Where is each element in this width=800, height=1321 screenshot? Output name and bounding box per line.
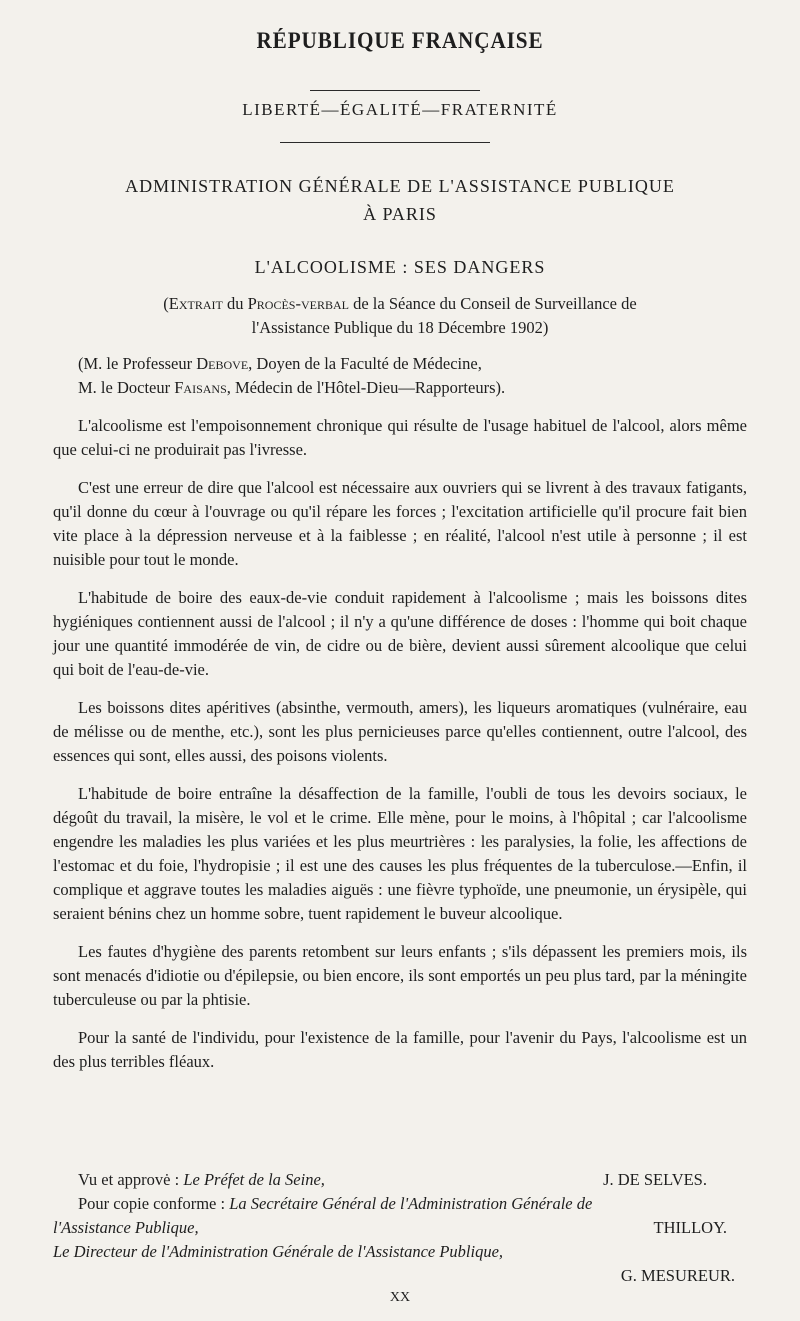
- extract-note: (Extrait du Procès-verbal de la Séance du Conseil de Surveillance de l'Assistance Publique du 18 Décembre 1902): [163, 294, 637, 337]
- paragraph: L'habitude de boire entraîne la désaffection de la famille, l'oubli de tous les devoirs sociaux, le dégoût du travail, la misère, le vol et le crime. Elle mène, pour le moins, à l'hôpital ; car l'alcoolisme engendre les maladies les plus variées et les plus meurtrières : les paralysies, la folie, les affections de l'estomac et du foie, l'hydropisie ; il est une des causes les plus fréquentes de la tuberculose.—Enfin, il complique et aggrave toutes les maladies aiguës : une fièvre typhoïde, une pneumonie, un érysipèle, qui seraient bénins chez un homme sobre, tuent rapidement le buveur alcoolique.: [53, 784, 747, 923]
- paragraph: L'habitude de boire des eaux-de-vie conduit rapidement à l'alcoolisme ; mais les boissons dites hygiéniques contiennent aussi de l'alcool ; il n'y a qu'une différence de doses : l'homme qui boit chaque jour une quantité immodérée de vin, de cidre ou de bière, devient aussi sûrement alcoolique que celui qui boit de l'eau-de-vie.: [53, 588, 747, 679]
- signature-line-secretaire: Pour copie conforme : La Secrétaire Général de l'Administration Générale de: [78, 1194, 593, 1213]
- paragraph: Les boissons dites apéritives (absinthe, vermouth, amers), les liqueurs aromatiques (vulnéraire, eau de mélisse ou de menthe, etc.), sont les plus pernicieuses parce qu'elles contiennent, outre l'alcool, des essences qui sont, elles aussi, des poisons violents.: [53, 698, 747, 765]
- signature-line-secretaire-cont: l'Assistance Publique, THILLOY.: [53, 1218, 727, 1237]
- republic-heading: RÉPUBLIQUE FRANÇAISE: [256, 28, 544, 53]
- directeur-name: G. MESUREUR.: [620, 1266, 735, 1285]
- motto: LIBERTÉ—ÉGALITÉ—FRATERNITÉ: [242, 100, 558, 119]
- paragraph: Pour la santé de l'individu, pour l'existence de la famille, pour l'avenir du Pays, l'alcoolisme est un des plus terribles fléaux.: [53, 1028, 747, 1071]
- signature-block: [53, 1168, 747, 1288]
- paragraph: C'est une erreur de dire que l'alcool est nécessaire aux ouvriers qui se livrent à des travaux fatigants, qu'il donne du cœur à l'ouvrage ou qu'il répare les forces ; l'excitation artificielle qu'il procure fait bien vite place à la dépression nerveuse et à la faiblesse ; en réalité, l'alcool n'est utile à personne ; il est nuisible pour tout le monde.: [53, 478, 747, 569]
- document-title: L'ALCOOLISME : SES DANGERS: [254, 257, 546, 277]
- paragraph: Les fautes d'hygiène des parents retombent sur leurs enfants ; s'ils dépassent les premiers mois, ils sont menacés d'idiotie ou d'épilepsie, ou bien encore, ils sont emportés un peu plus tard, par la méningite tuberculeuse ou par la phtisie.: [53, 942, 747, 1009]
- page-number: XX: [389, 1290, 411, 1305]
- body-text: [53, 414, 747, 1074]
- administration-heading: ADMINISTRATION GÉNÉRALE DE L'ASSISTANCE PUBLIQUE À PARIS: [125, 176, 675, 224]
- rapporteurs-note: (M. le Professeur Debove, Doyen de la Faculté de Médecine, M. le Docteur Faisans, Médecin de l'Hôtel-Dieu—Rapporteurs).: [78, 354, 506, 397]
- paragraph: L'alcoolisme est l'empoisonnement chronique qui résulte de l'usage habituel de l'alcool, alors même que celui-ci ne produirait pas l'ivresse.: [53, 416, 747, 459]
- signature-line-prefet: Vu et approvė : Le Préfet de la Seine, J. DE SELVES.: [78, 1170, 707, 1189]
- signature-line-directeur: Le Directeur de l'Administration Générale de l'Assistance Publique,: [53, 1242, 504, 1261]
- divider-rule-1: [310, 90, 480, 91]
- divider-rule-2: [280, 142, 490, 143]
